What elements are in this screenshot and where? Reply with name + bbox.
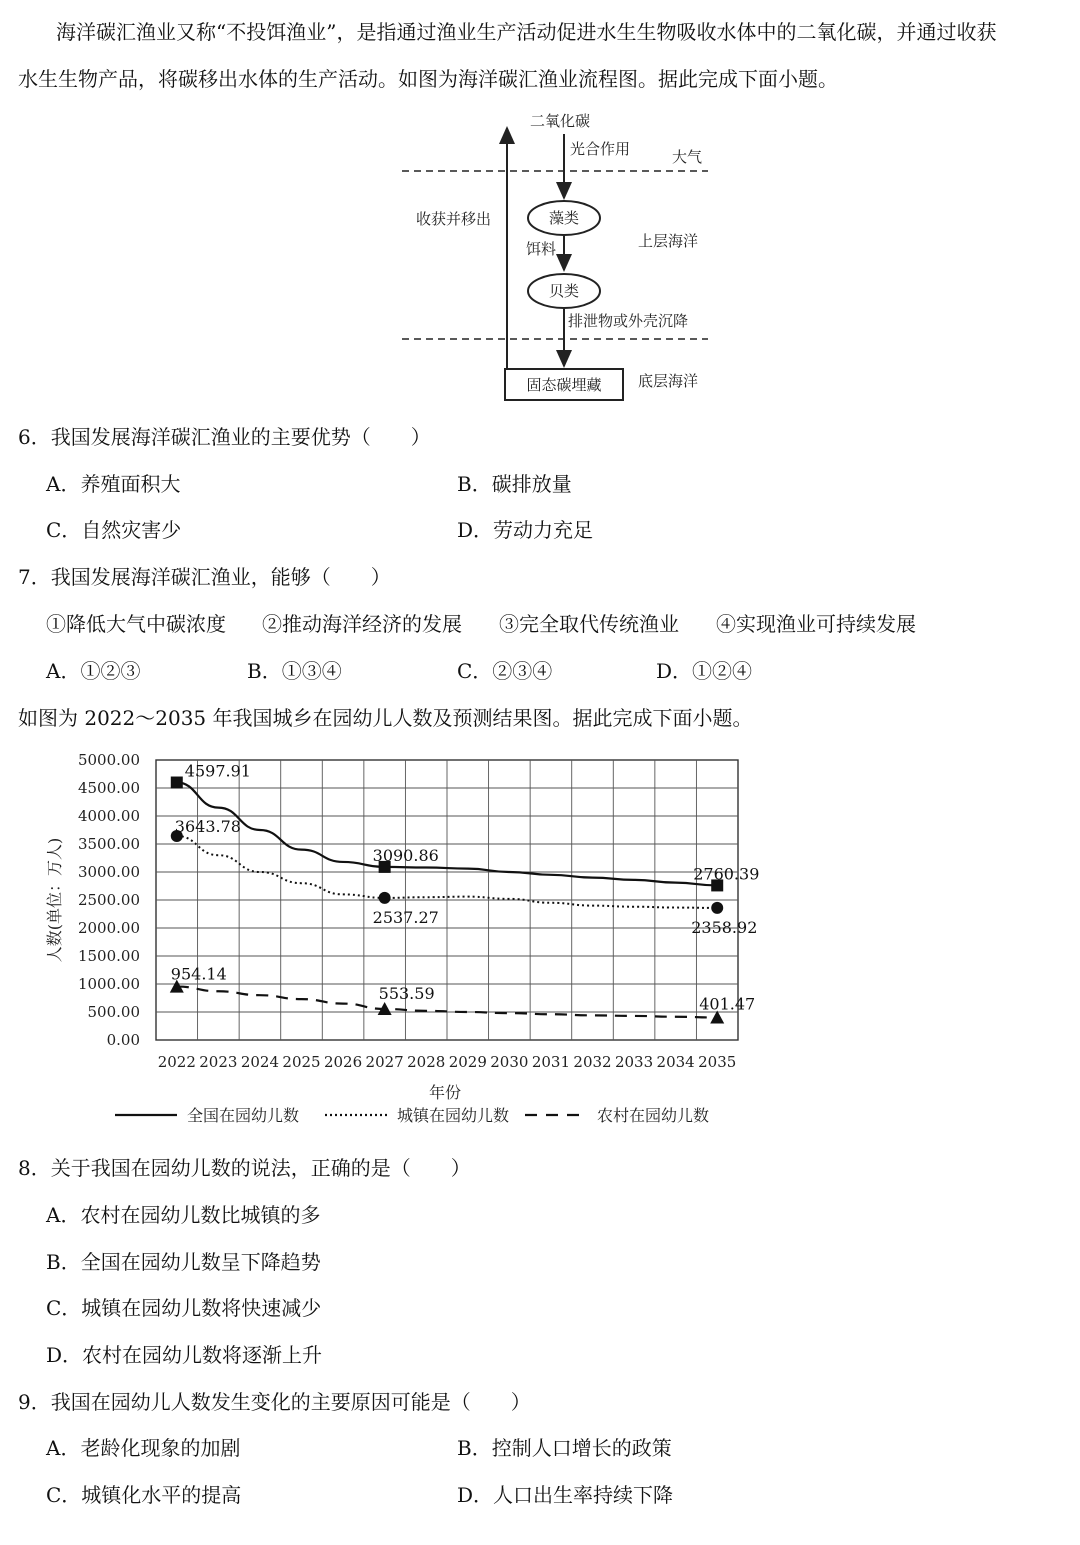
x-tick-label: 2035 [698, 1053, 737, 1071]
circle-marker [711, 902, 723, 914]
q9-option-a[interactable]: A．老龄化现象的加剧 [46, 1436, 241, 1460]
x-tick-label: 2031 [531, 1053, 571, 1071]
passage-2: 如图为 2022～2035 年我国城乡在园幼儿人数及预测结果图。据此完成下面小题。 [18, 706, 753, 730]
y-tick-label: 2000.00 [77, 919, 140, 937]
y-axis-label: 人数(单位：万人) [45, 837, 64, 963]
q6-option-d[interactable]: D．劳动力充足 [457, 518, 594, 542]
passage-line-1: 海洋碳汇渔业又称“不投饵渔业”，是指通过渔业生产活动促进水生生物吸收水体中的二氧化碳，并通过收获 [56, 20, 997, 44]
q8-stem: 8．关于我国在园幼儿数的说法，正确的是（ ） [18, 1156, 471, 1180]
q7-option-a[interactable]: A．①②③ [46, 659, 141, 683]
atmosphere-label: 大气 [672, 148, 703, 166]
x-tick-label: 2028 [407, 1053, 446, 1071]
q7-statement-3: ③完全取代传统渔业 [499, 612, 679, 636]
square-marker [171, 777, 183, 789]
data-label: 2760.39 [693, 864, 760, 884]
x-tick-label: 2032 [573, 1053, 612, 1071]
x-tick-label: 2033 [614, 1053, 654, 1071]
x-tick-label: 2024 [240, 1053, 280, 1071]
q7-option-b[interactable]: B．①③④ [247, 659, 342, 683]
q7-statement-4: ④实现渔业可持续发展 [716, 612, 916, 636]
legend-label: 全国在园幼儿数 [187, 1106, 300, 1125]
feed-label: 饵料 [526, 240, 557, 258]
data-label: 553.59 [378, 983, 435, 1003]
y-tick-label: 500.00 [87, 1003, 140, 1021]
data-label: 401.47 [699, 994, 756, 1014]
carbon-fishery-flow-diagram [400, 100, 730, 410]
x-tick-label: 2025 [282, 1053, 321, 1071]
circle-marker [379, 892, 391, 904]
x-tick-label: 2029 [448, 1053, 487, 1071]
q6-stem: 6．我国发展海洋碳汇渔业的主要优势（ ） [18, 425, 431, 449]
y-tick-label: 1000.00 [77, 975, 140, 993]
kindergarten-enrollment-chart [30, 745, 790, 1145]
y-tick-label: 4500.00 [77, 779, 140, 797]
x-tick-label: 2026 [323, 1053, 363, 1071]
algae-label: 藻类 [548, 209, 580, 227]
x-tick-label: 2022 [157, 1053, 196, 1071]
upper-ocean-label: 上层海洋 [638, 232, 699, 250]
harvest-label: 收获并移出 [416, 210, 492, 228]
y-tick-label: 2500.00 [77, 891, 140, 909]
q9-option-b[interactable]: B．控制人口增长的政策 [457, 1436, 672, 1460]
q8-option-b[interactable]: B．全国在园幼儿数呈下降趋势 [46, 1250, 321, 1274]
burial-label: 固态碳埋藏 [526, 376, 602, 394]
x-tick-label: 2030 [490, 1053, 529, 1071]
legend-label: 城镇在园幼儿数 [397, 1106, 510, 1125]
data-label: 2358.92 [691, 917, 758, 937]
bottom-ocean-label: 底层海洋 [638, 372, 699, 390]
legend-label: 农村在园幼儿数 [597, 1106, 710, 1125]
q7-statement-1: ①降低大气中碳浓度 [46, 612, 226, 636]
q8-option-c[interactable]: C．城镇在园幼儿数将快速减少 [46, 1296, 322, 1320]
q6-option-c[interactable]: C．自然灾害少 [46, 518, 182, 542]
x-axis-label: 年份 [428, 1083, 462, 1102]
data-label: 954.14 [170, 964, 227, 984]
q9-option-c[interactable]: C．城镇化水平的提高 [46, 1483, 242, 1507]
passage-line-2: 水生生物产品，将碳移出水体的生产活动。如图为海洋碳汇渔业流程图。据此完成下面小题。 [18, 67, 838, 91]
q9-stem: 9．我国在园幼儿人数发生变化的主要原因可能是（ ） [18, 1390, 531, 1414]
photosynthesis-label: 光合作用 [570, 140, 631, 158]
q7-statement-2: ②推动海洋经济的发展 [262, 612, 462, 636]
x-tick-label: 2034 [656, 1053, 695, 1071]
y-tick-label: 4000.00 [77, 807, 140, 825]
data-label: 4597.91 [184, 761, 251, 781]
q8-option-a[interactable]: A．农村在园幼儿数比城镇的多 [46, 1203, 321, 1227]
q6-option-a[interactable]: A．养殖面积大 [46, 472, 181, 496]
x-tick-label: 2027 [365, 1053, 404, 1071]
y-tick-label: 0.00 [106, 1031, 140, 1049]
y-tick-label: 5000.00 [77, 751, 140, 769]
excretion-label: 排泄物或外壳沉降 [568, 312, 689, 330]
q7-option-c[interactable]: C．②③④ [457, 659, 553, 683]
shellfish-label: 贝类 [548, 282, 580, 300]
q7-stem: 7．我国发展海洋碳汇渔业，能够（ ） [18, 565, 391, 589]
data-label: 3643.78 [174, 816, 241, 836]
data-label: 2537.27 [372, 907, 439, 927]
q8-option-d[interactable]: D．农村在园幼儿数将逐渐上升 [46, 1343, 323, 1367]
y-tick-label: 3000.00 [77, 863, 140, 881]
y-tick-label: 1500.00 [77, 947, 140, 965]
q6-option-b[interactable]: B．碳排放量 [457, 472, 572, 496]
q9-option-d[interactable]: D．人口出生率持续下降 [457, 1483, 674, 1507]
co2-label: 二氧化碳 [530, 112, 591, 130]
data-label: 3090.86 [372, 845, 439, 865]
y-tick-label: 3500.00 [77, 835, 140, 853]
x-tick-label: 2023 [199, 1053, 238, 1071]
q7-option-d[interactable]: D．①②④ [656, 659, 753, 683]
